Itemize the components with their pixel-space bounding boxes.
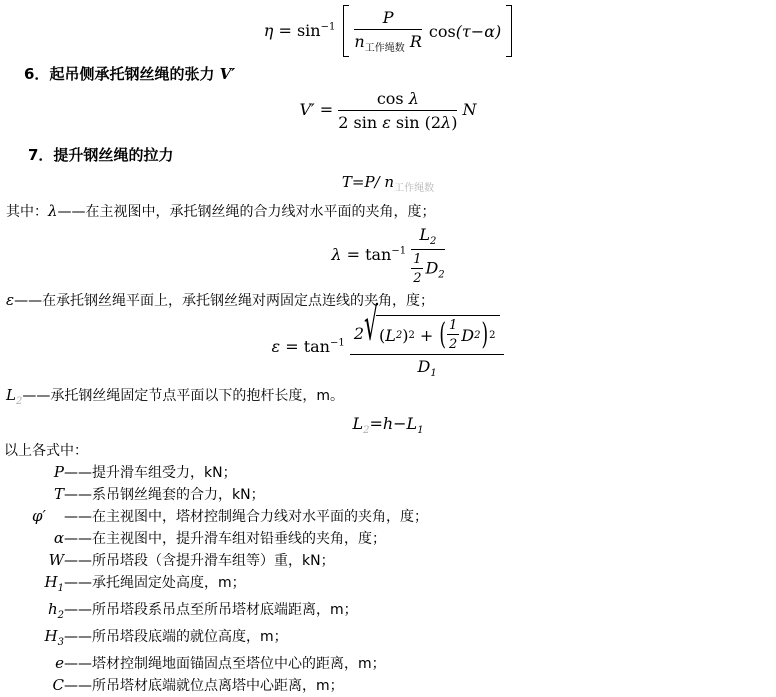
heading-6	[24, 64, 776, 84]
right-bracket	[506, 5, 512, 57]
defs-intro-label: 以上各式中：	[4, 442, 88, 459]
l2-symbol: $L_2$	[6, 385, 23, 407]
formula-t	[0, 173, 776, 194]
definition-l2	[0, 385, 776, 412]
definition-w	[0, 550, 776, 572]
w-symbol: W	[48, 550, 64, 569]
phi-description: ——在主视图中，塔材控制绳合力线对水平面的夹角，度；	[64, 508, 428, 525]
definition-phi	[0, 506, 776, 528]
v-numerator: cos λ	[338, 89, 457, 111]
heading-6-number: 6．	[24, 65, 50, 84]
definition-e	[0, 653, 776, 675]
definition-lambda	[0, 201, 776, 223]
t-n: n	[384, 173, 395, 192]
formula-v-prime	[0, 89, 776, 132]
formula-lambda	[0, 225, 776, 286]
definition-h3	[0, 626, 776, 653]
l2-rhs: =h−L	[369, 413, 418, 433]
defs-intro	[0, 441, 776, 462]
eta-equals: =	[278, 20, 292, 40]
l1-sub: 1	[417, 424, 424, 436]
c-symbol: C	[52, 675, 64, 694]
e-description: ——塔材控制绳地面锚固点至塔位中心的距离，m；	[64, 655, 386, 672]
t-description: ——系吊钢丝绳套的合力，kN；	[64, 486, 265, 503]
h1-description: ——承托绳固定处高度，m；	[64, 574, 246, 591]
p-symbol: P	[53, 462, 64, 481]
epsilon-description: ——在承托钢丝绳平面上，承托钢丝绳对两固定点连线的夹角，度；	[14, 293, 435, 310]
eps-equals: =	[285, 336, 299, 356]
h3-symbol: $H_3$	[44, 626, 64, 648]
l2-sub-gray: 2	[363, 424, 370, 436]
v-equals: =	[319, 100, 334, 120]
v-tail: N	[462, 100, 477, 120]
square-root	[364, 301, 500, 353]
eta-denominator: $n_{工作绳数}$ R	[354, 32, 422, 55]
h1-symbol: $H_1$	[44, 572, 64, 594]
l2-lhs: L	[352, 413, 364, 433]
heading-6-text: 起吊侧承托钢丝绳的张力	[49, 65, 220, 84]
eta-sin: sin	[296, 20, 321, 40]
h2-description: ——所吊塔段系吊点至所吊塔材底端距离，m；	[64, 601, 358, 618]
definition-h1	[0, 572, 776, 599]
t-subscript: 工作绳数	[394, 183, 435, 195]
big-paren-left: (	[439, 317, 446, 353]
definition-p	[0, 462, 776, 484]
eta-power: −1	[320, 21, 336, 33]
formula-l2	[0, 414, 776, 436]
big-paren-right: )	[481, 317, 489, 353]
eps-power: −1	[329, 337, 345, 349]
alpha-symbol: α	[53, 528, 64, 547]
lambda-fraction	[411, 225, 444, 286]
lambda-description: ——在主视图中，承托钢丝绳的合力线对水平面的夹角，度；	[57, 204, 436, 221]
phi-symbol: φ′	[32, 506, 46, 525]
v-lhs: V′	[299, 100, 315, 120]
eta-lhs: η	[263, 20, 274, 40]
v-denominator: 2 sin ε sin (2λ)	[338, 113, 458, 133]
lambda-equals: =	[346, 245, 360, 265]
heading-7-text: 7．提升钢丝绳的拉力	[28, 146, 174, 165]
v-fraction	[338, 89, 457, 132]
eta-fraction	[354, 8, 421, 54]
c-description: ——所吊塔材底端就位点离塔中心距离，m；	[64, 677, 344, 694]
p-description: ——提升滑车组受力，kN；	[64, 464, 237, 481]
definition-alpha	[0, 528, 776, 550]
alpha-description: ——在主视图中，提升滑车组对铅垂线的夹角，度；	[64, 530, 386, 547]
formula-eta-math	[263, 8, 512, 55]
eta-numerator: P	[354, 8, 421, 30]
definition-epsilon	[0, 290, 776, 312]
w-description: ——所吊塔段（含提升滑车组等）重，kN；	[64, 552, 335, 569]
h3-description: ——所吊塔段底端的就位高度，m；	[64, 628, 288, 645]
radicand: ( L 2 ) 2 + ( $\frac{1}{2}$ D 2 ) 2	[376, 315, 500, 352]
eps-coefficient: 2	[353, 324, 365, 344]
heading-7	[28, 145, 776, 165]
eps-denominator: $D_1$	[417, 357, 437, 380]
h2-symbol: $h_2$	[47, 599, 64, 621]
eps-tan: tan	[303, 336, 330, 356]
lambda-lhs: λ	[331, 245, 342, 265]
heading-6-variable: V′	[219, 65, 236, 84]
eps-lhs: ε	[271, 336, 281, 356]
lambda-tan: tan	[365, 245, 392, 265]
eps-numerator	[350, 301, 505, 355]
definition-h2	[0, 599, 776, 626]
e-symbol: e	[55, 653, 64, 672]
eta-cos-term: cos(τ−α)	[428, 21, 502, 41]
eta-bracket-group	[343, 5, 512, 57]
eps-fraction	[350, 301, 505, 380]
lambda-symbol: λ	[48, 202, 58, 221]
qizhong-prefix: 其中：	[6, 204, 48, 221]
definition-t	[0, 484, 776, 506]
lambda-denominator: $\frac{1}{2}$ $D_2$	[413, 252, 445, 287]
t-main: T=P/	[341, 173, 385, 192]
definition-c	[0, 675, 776, 697]
l2-description: ——承托钢丝绳固定节点平面以下的抱杆长度，m。	[22, 387, 344, 404]
formula-eta	[0, 0, 776, 57]
radical-sign: √	[364, 301, 379, 353]
lambda-power: −1	[391, 245, 407, 257]
epsilon-symbol: ε	[6, 291, 15, 310]
lambda-numerator: $L_2$	[411, 225, 444, 250]
t-symbol: T	[53, 484, 64, 503]
